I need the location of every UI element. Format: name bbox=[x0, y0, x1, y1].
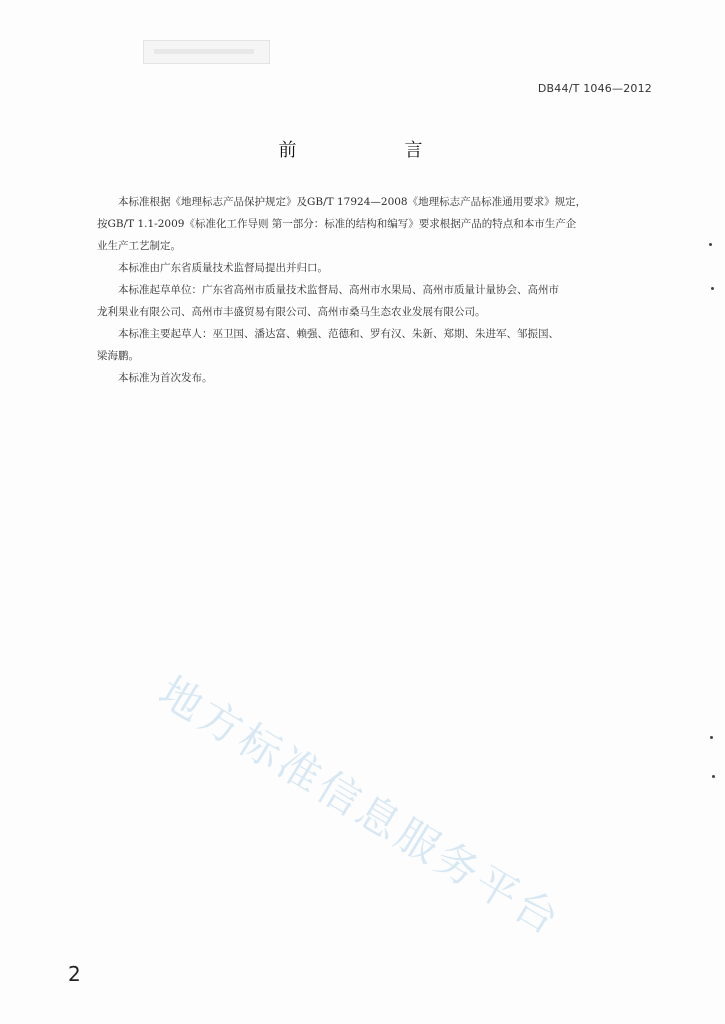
scan-speck bbox=[711, 287, 714, 290]
document-code: DB44/T 1046—2012 bbox=[537, 82, 652, 95]
scan-speck bbox=[709, 243, 712, 246]
paragraph-basis: 本标准根据《地理标志产品保护规定》及GB/T 17924—2008《地理标志产品标准通用要求》规定， 按GB/T 1.1-2009《标准化工作导则 第一部分：标准的结构和编写》要求根据产品的特点和本市生产企 业生产工艺制定。 bbox=[97, 196, 587, 252]
scan-speck bbox=[710, 736, 713, 739]
paragraph-proposer: 本标准由广东省质量技术监督局提出并归口。 bbox=[118, 262, 328, 274]
scan-stamp-mark bbox=[143, 40, 270, 64]
foreword-body bbox=[97, 191, 647, 389]
paragraph-first-release: 本标准为首次发布。 bbox=[118, 372, 213, 384]
page-number: 2 bbox=[68, 962, 81, 986]
watermark-text: 地方标准信息服务平台 bbox=[150, 666, 571, 946]
paragraph-drafting-units: 本标准起草单位：广东省高州市质量技术监督局、高州市水果局、高州市质量计量协会、高州市 龙利果业有限公司、高州市丰盛贸易有限公司、高州市桑马生态农业发展有限公司。 bbox=[97, 284, 559, 318]
paragraph-drafters: 本标准主要起草人：巫卫国、潘达富、赖强、范德和、罗有汉、朱新、郑期、朱进军、邹振国、 梁海鹏。 bbox=[97, 328, 559, 362]
page-title: 前 言 bbox=[278, 140, 447, 161]
scan-speck bbox=[712, 775, 715, 778]
